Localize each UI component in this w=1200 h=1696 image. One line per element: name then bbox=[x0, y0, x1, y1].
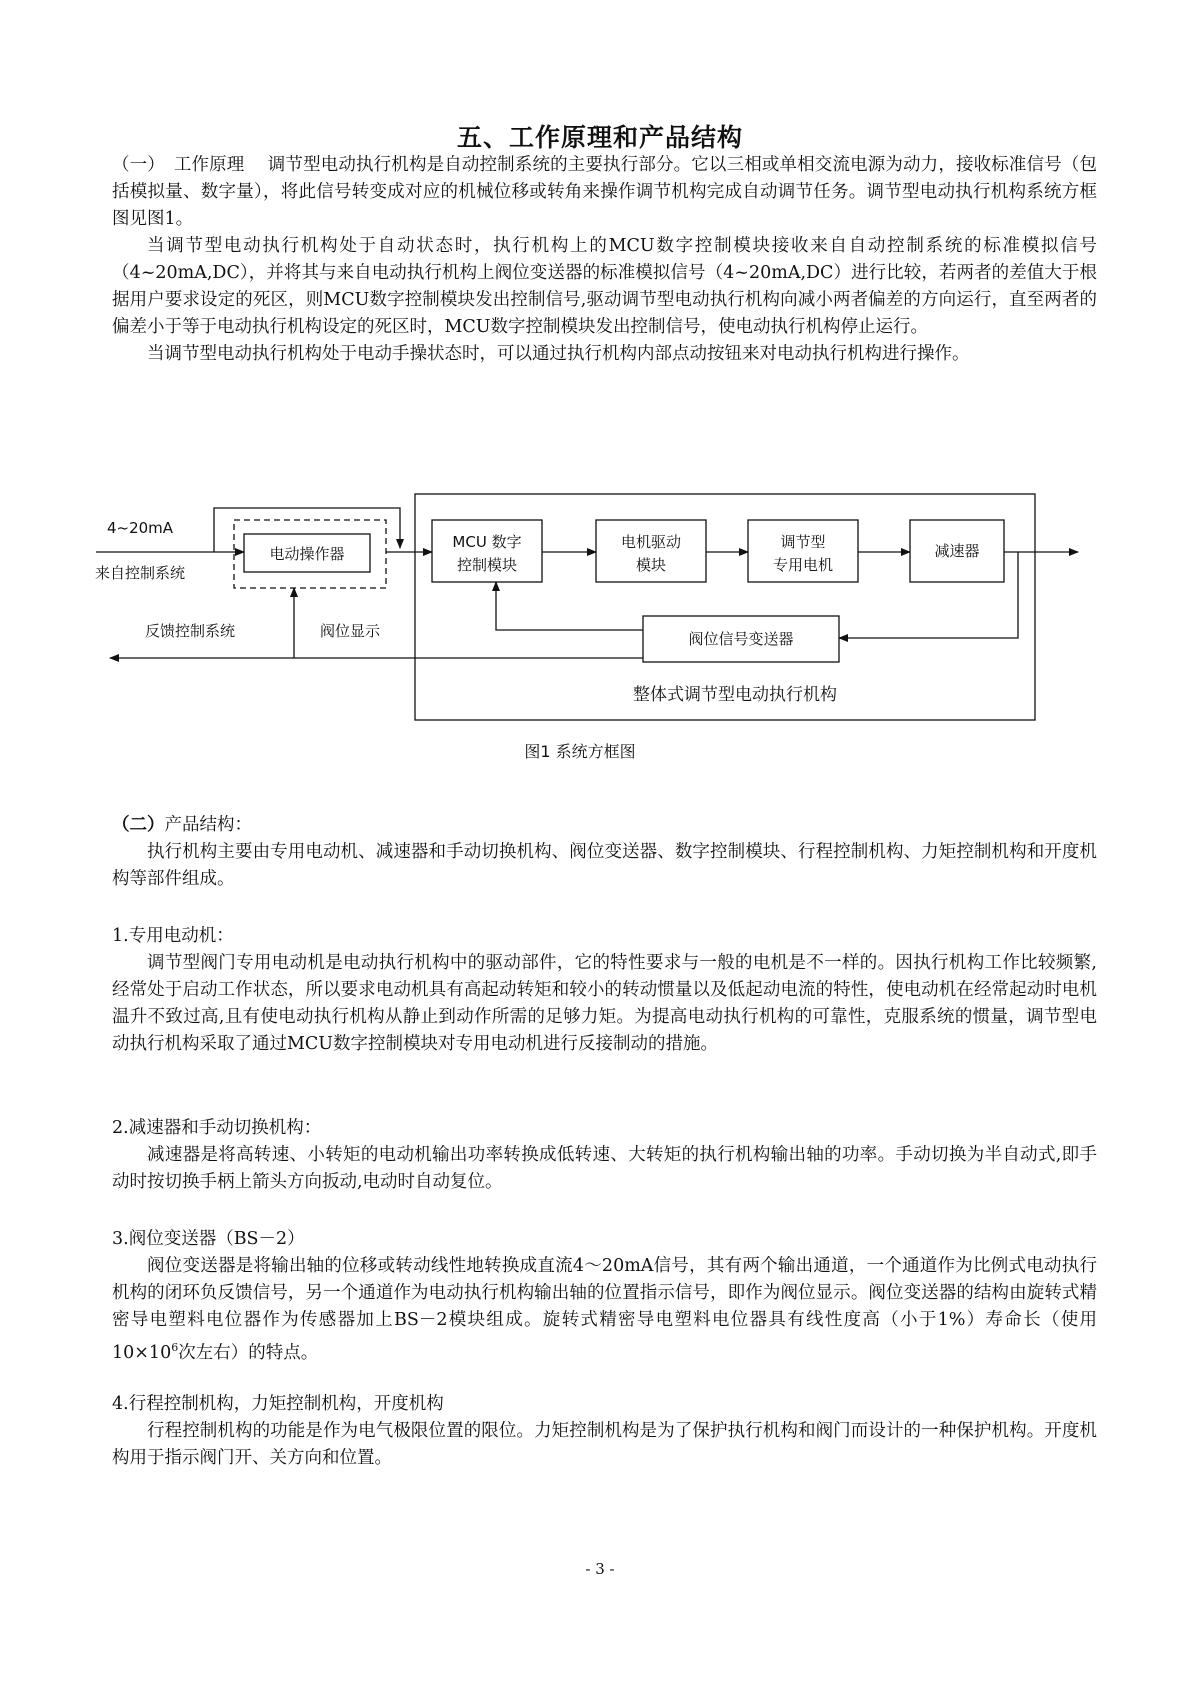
section1-body bbox=[112, 152, 1097, 368]
subsection-2-heading: 2.减速器和手动切换机构： bbox=[112, 1118, 322, 1138]
subsection-3-exponent: 6 bbox=[171, 1341, 179, 1354]
motor-label-line1: 调节型 bbox=[780, 533, 826, 551]
section1-para-2: 当调节型电动执行机构处于自动状态时，执行机构上的MCU数字控制模块接收来自自动控制系统的标准模拟信号（4~20mA,DC），并将其与来自电动执行机构上阀位变送器的标准模拟信号（4~20mA,DC）进行比较，若两者的差值大于根据用户要求设定的死区，则MCU数字控制模块发出控制信号,驱动调节型电动执行机构向减小两者偏差的方向运行，直至两者的偏差小于等于电动执行机构设定的死区时，MCU数字控制模块发出控制信号，使电动执行机构停止运行。 bbox=[112, 236, 1097, 337]
subsection-3-text-a: 阀位变送器是将输出轴的位移或转动线性地转换成直流4～20mA信号，其有两个输出通道，一个通道作为比例式电动执行机构的闭环负反馈信号，另一个通道作为电动执行机构输出轴的位置指示信号，即作为阀位显示。阀位变送器的结构由旋转式精密导电塑料电位器作为传感器加上BS－2模块组成。旋转式精密导电塑料电位器具有线性度高（小于1%）寿命长（使用10×10 bbox=[112, 1256, 1097, 1363]
subsection-3-text-b: 次左右）的特点。 bbox=[178, 1342, 319, 1363]
driver-label-line1: 电机驱动 bbox=[620, 533, 682, 551]
section1-para-3: 当调节型电动执行机构处于电动手操状态时，可以通过执行机构内部点动按钮来对电动执行机构进行操作。 bbox=[147, 344, 970, 364]
feedback-label: 反馈控制系统 bbox=[144, 622, 236, 640]
reducer-label: 减速器 bbox=[934, 542, 980, 560]
section2-heading-number: （二） bbox=[112, 815, 165, 835]
subsection-4-text: 行程控制机构的功能是作为电气极限位置的限位。力矩控制机构是为了保护执行机构和阀门而设计的一种保护机构。开度机构用于指示阀门开、关方向和位置。 bbox=[112, 1421, 1097, 1468]
motor-label-line2: 专用电机 bbox=[772, 556, 834, 574]
subsection-2-text: 减速器是将高转速、小转矩的电动机输出功率转换成低转速、大转矩的执行机构输出轴的功率。手动切换为半自动式,即手动时按切换手柄上箭头方向扳动,电动时自动复位。 bbox=[112, 1145, 1097, 1192]
section2-heading-text: 产品结构： bbox=[164, 815, 252, 835]
driver-label-line2: 模块 bbox=[635, 556, 667, 574]
section2-heading bbox=[112, 812, 252, 839]
input-source-label: 来自控制系统 bbox=[94, 564, 186, 582]
integrated-actuator-label: 整体式调节型电动执行机构 bbox=[633, 685, 837, 705]
operator-label: 电动操作器 bbox=[269, 545, 345, 563]
section2-intro: 执行机构主要由专用电动机、减速器和手动切换机构、阀位变送器、数字控制模块、行程控制机构、力矩控制机构和开度机构等部件组成。 bbox=[112, 842, 1097, 889]
mcu-label-line2: 控制模块 bbox=[456, 556, 518, 574]
subsection-3-block bbox=[112, 1253, 1097, 1367]
input-signal-label: 4~20mA bbox=[106, 519, 174, 537]
subsection-3-text bbox=[112, 1253, 1097, 1367]
subsection-2-block bbox=[112, 1142, 1097, 1196]
valve-display-label: 阀位显示 bbox=[319, 622, 381, 640]
subsection-4-block bbox=[112, 1418, 1097, 1472]
figure-caption: 图1 系统方框图 bbox=[524, 742, 636, 761]
mcu-label-line1: MCU 数字 bbox=[452, 533, 522, 551]
section1-para-1: （一） 工作原理 调节型电动执行机构是自动控制系统的主要执行部分。它以三相或单相交流电源为动力，接收标准信号（包括模拟量、数字量），将此信号转变成对应的机械位移或转角来操作调节机构完成自动调节任务。调节型电动执行机构系统方框图见图1。 bbox=[112, 155, 1097, 229]
section2-intro-block bbox=[112, 839, 1097, 893]
subsection-4-heading: 4.行程控制机构，力矩控制机构，开度机构 bbox=[112, 1394, 444, 1414]
subsection-3-heading: 3.阀位变送器（BS－2） bbox=[112, 1229, 305, 1249]
subsection-1-text: 调节型阀门专用电动机是电动执行机构中的驱动部件，它的特性要求与一般的电机是不一样的。因执行机构工作比较频繁,经常处于启动工作状态，所以要求电动机具有高起动转矩和较小的转动惯量以及低起动电流的特性，使电动机在经常起动时电机温升不致过高,且有使电动执行机构从静止到动作所需的足够力矩。为提高电动执行机构的可靠性，克服系统的惯量，调节型电动执行机构采取了通过MCU数字控制模块对专用电动机进行反接制动的措施。 bbox=[112, 953, 1097, 1054]
transmitter-label: 阀位信号变送器 bbox=[688, 630, 794, 648]
page-number: - 3 - bbox=[585, 1560, 615, 1578]
subsection-1-block bbox=[112, 950, 1097, 1058]
system-block-diagram bbox=[0, 470, 1200, 770]
page-title: 五、工作原理和产品结构 bbox=[456, 123, 743, 152]
subsection-1-heading: 1.专用电动机： bbox=[112, 926, 234, 946]
